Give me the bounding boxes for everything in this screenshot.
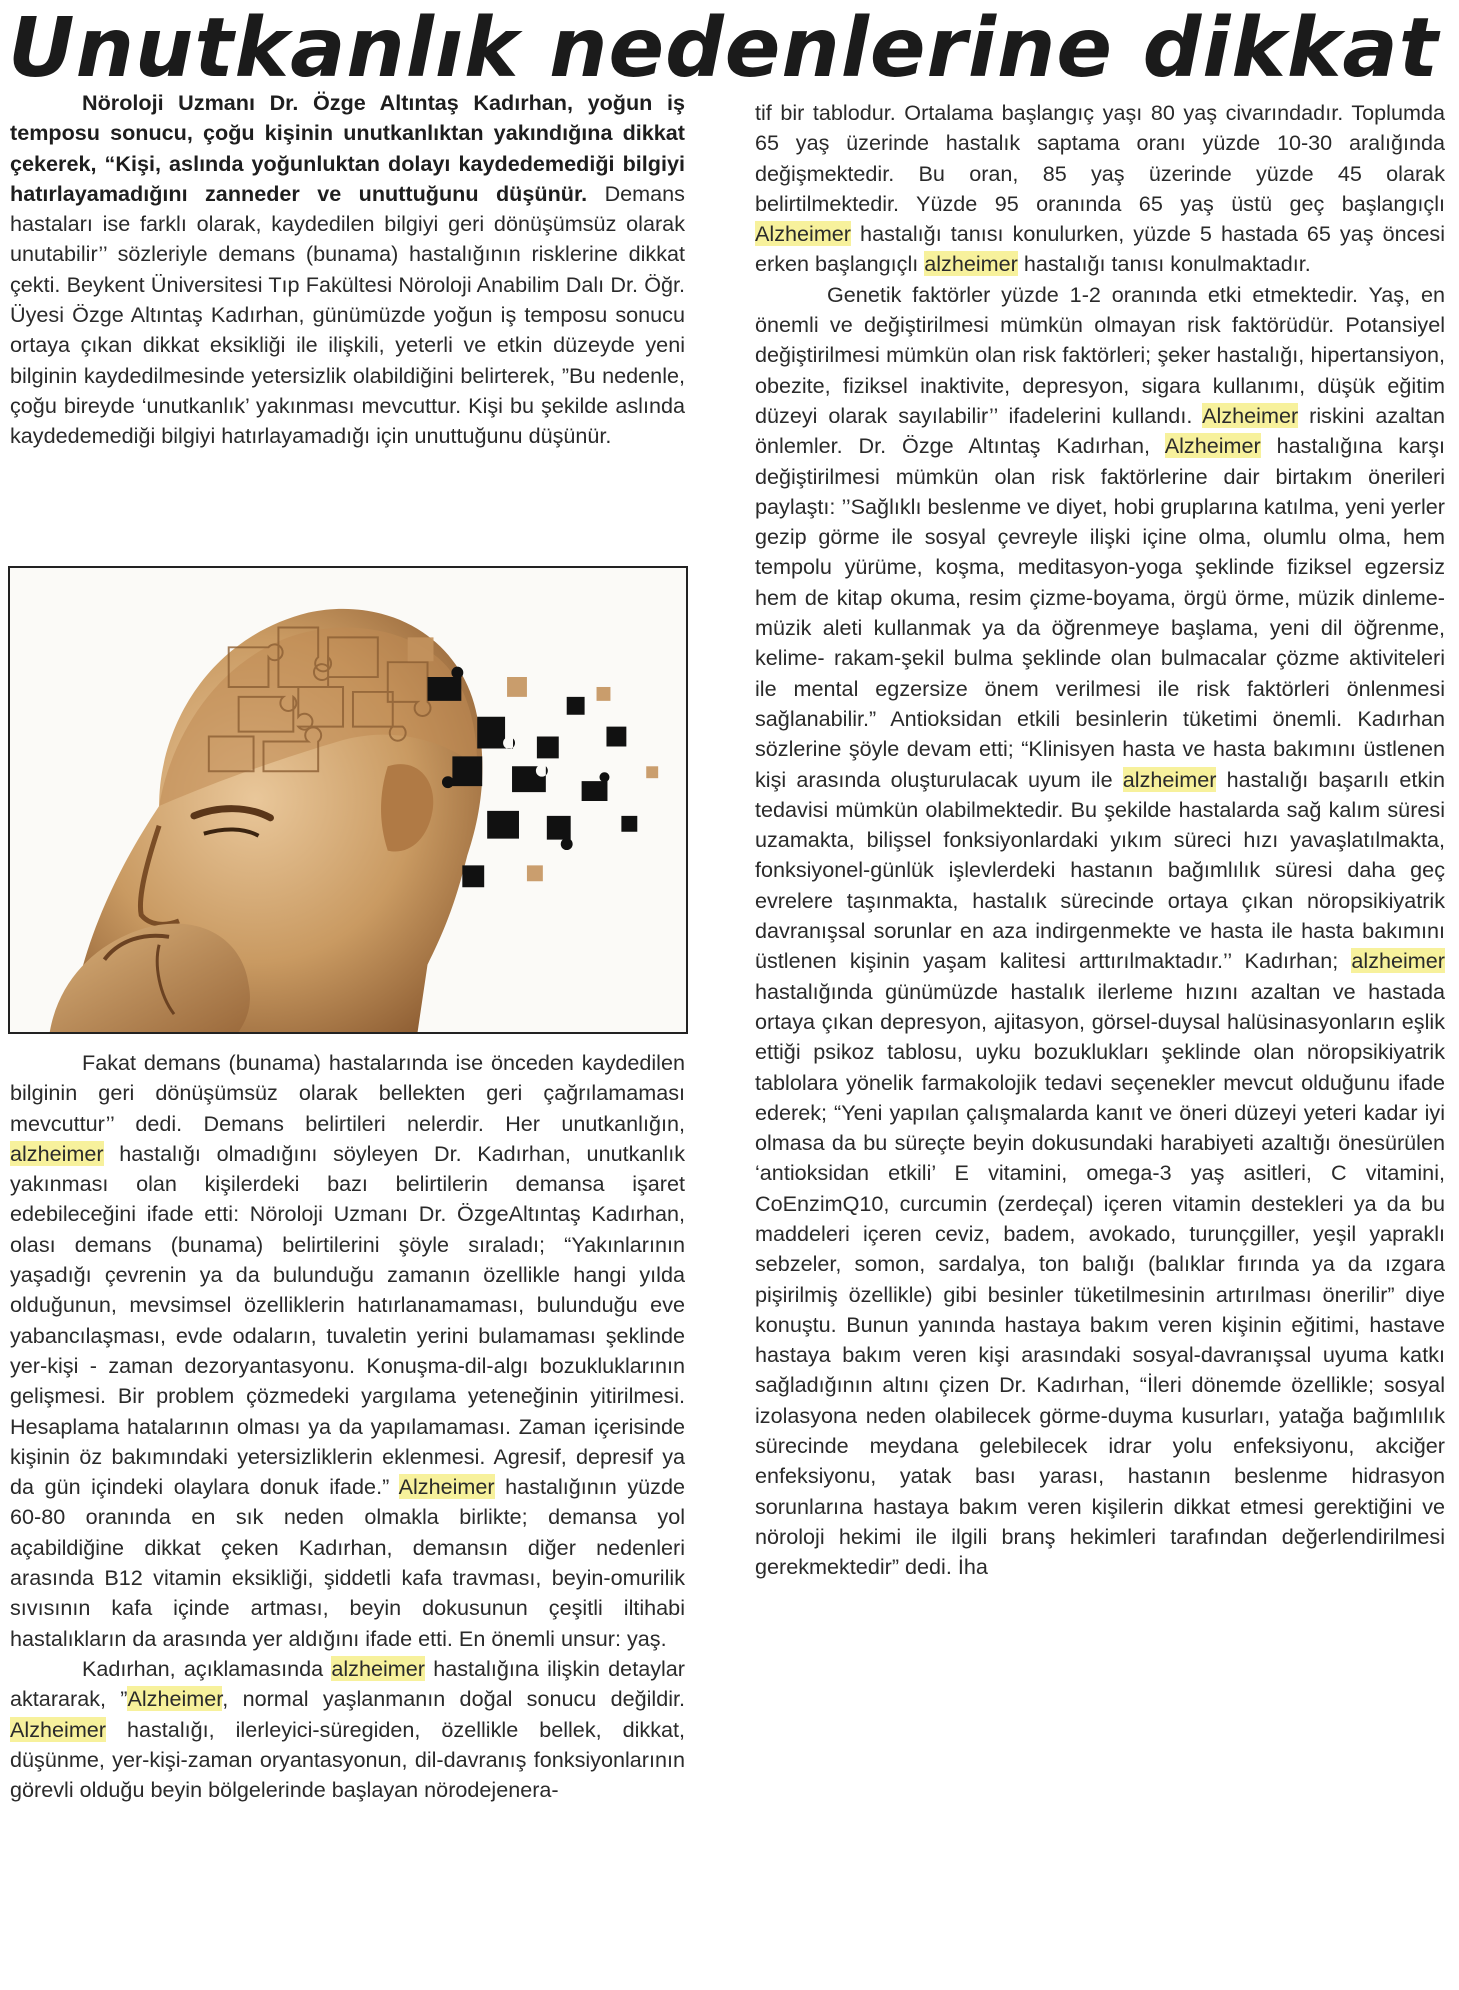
highlight-alzheimer: Alzheimer (1202, 402, 1299, 428)
intro-paragraph (10, 88, 685, 452)
highlight-alzheimer: alzheimer (924, 251, 1018, 277)
highlight-alzheimer: Alzheimer (1164, 433, 1261, 459)
paragraph-details: Kadırhan, açıklamasında alzheimer hastalığına ilişkin detaylar aktararak, ”Alzheimer, normal yaşlanmanın doğal sonucu değildir. Alzheimer hastalığı, ilerleyici-süregiden, özellikle bellek, dikkat, düşünme, yer-kişi-zaman oryantasyonun, dil-davranış fonksiyonlarının görevli olduğu beyin bölgelerinde başlayan nörodejenera- (10, 1655, 685, 1803)
puzzle-head-illustration (10, 568, 686, 1032)
headline: Unutkanlık nedenlerine dikkat (8, 1, 1439, 96)
article-photo (8, 566, 688, 1034)
highlight-alzheimer: alzheimer (10, 1140, 104, 1166)
highlight-alzheimer: Alzheimer (755, 221, 852, 247)
paragraph-risk-factors: Genetik faktörler yüzde 1-2 oranında etki etmektedir. Yaş, en önemli ve değiştirilmesi mümkün olmayan risk faktörüdür. Potansiyel değiştirilmesi mümkün olan risk faktörleri; şeker hastalığı, hipertansiyon, obezite, fiziksel inaktivite, depresyon, sigara kullanımı, düşük eğitim düzeyi olarak sayılabilir’’ ifadelerini kullandı. Alzheimer riskini azaltan önlemler. Dr. Özge Altıntaş Kadırhan, Alzheimer hastalığına karşı değiştirilmesi mümkün olan risk faktörlerine dair birtakım önerileri paylaştı: ’’Sağlıklı beslenme ve diyet, hobi gruplarına katılma, yeni yerler gezip görme ile sosyal çevreyle ilişki içine olma, olumlu olma, hem tempolu yürüme, koşma, meditasyon-yoga şeklinde fiziksel egzersiz hem de kitap okuma, resim çizme-boyama, örgü örme, müzik dinleme-müzik aleti kullanmak ya da öğrenmeye başlama, yeni dil öğrenme, kelime- rakam-şekil bulma şeklinde olan bulmacalar çözme aktiviteleri ile mental egzersize önem verilmesi ile risk faktörleri önlenmesi sağlanabilir.” Antioksidan etkili besinlerin tüketimi önemli. Kadırhan sözlerine şöyle devam etti; “Klinisyen hasta ve hasta bakımını üstlenen kişi arasında oluşturulacak uyum ile alzheimer hastalığı başarılı etkin tedavisi mümkün olabilmektedir. Bu şekilde hastalarda sağ kalım süresi uzamakta, bilişsel fonksiyonlardaki yıkım süreci hızı yavaşlatılmakta, fonksiyonel-günlük işlevlerdeki hastanın bağımlılık süresi daha geç evrelere taşınmakta, hastalık sürecinde ortaya çıkan nöropsikiyatrik davranışsal sorunlar en aza indirgenmekte ve hasta ile hasta bakımını üstlenen kişinin yaşam kalitesi arttırılmaktadır.’’ Kadırhan; alzheimer hastalığında günümüzde hastalık ilerleme hızını azaltan ve hastada ortaya çıkan depresyon, ajitasyon, görsel-duysal halüsinasyonların eşlik ettiği psikoz tablosu, uyku bozuklukları şeklinde olan nöropsikiyatrik tablolara yönelik farmakolojik tedavi seçenekler mevcut olduğunu ifade ederek; “Yeni yapılan çalışmalarda kanıt ve öneri düzeyi yeteri kadar iyi olmasa da bu süreçte beyin dokusundaki harabiyeti azaltığı önesürülen ‘antioksidan etkili’ E vitamini, omega-3 yaş asitleri, C vitamini, CoEnzimQ10, curcumin (zerdeçal) içeren vitamin destekleri ya da bu maddeleri içeren ceviz, badem, avokado, turunçgiller, yeşil yapraklı sebzeler, somon, sardalya, ton balığı (balıklar fırında ya da ızgara pişirilmiş özellikle) gibi besinler tüketilmesinin artırılması önerilir” diye konuştu. Bunun yanında hastaya bakım veren kişinin eğitimi, hastave hastaya bakım veren kişi arasındaki sosyal-davranışsal uyuma katkı sağladığının altını çizen Dr. Kadırhan, “İleri dönemde özellikle; sosyal izolasyona neden olabilecek görme-duyma kusurları, yatağa bağımlılık sürecinde meydana gelebilecek idrar yolu enfeksiyonu, akciğer enfeksiyonu, yatak bası yarası, hastanın beslenme hidrasyon sorunlarına hastaya bakım veren kişilerin dikkat etmesi gerektiğini ve nöroloji hekimi ile ilgili branş hekimleri tarafından değerlendirilmesi gerekmektedir” dedi. İha (755, 281, 1445, 1580)
highlight-alzheimer: alzheimer (1122, 766, 1217, 792)
lead-sentence: Nöroloji Uzmanı Dr. Özge Altıntaş Kadırhan, yoğun iş temposu sonucu, çoğu kişinin unutkanlıktan yakındığına dikkat çekerek, “Kişi, aslında yoğunluktan dolayı kaydedemediği bilgiyi hatırlayamadığını zanneder ve unuttuğunu düşünür. (10, 90, 685, 206)
highlight-alzheimer: alzheimer (331, 1655, 425, 1681)
right-column (755, 98, 1445, 1583)
paragraph-statistics: tif bir tablodur. Ortalama başlangıç yaşı 80 yaş civarındadır. Toplumda 65 yaş üzerinde hastalık saptama oranı yüzde 10-30 aralığında değişmektedir. Bu oran, 85 yaş üzerinde yüzde 45 olarak belirtilmektedir. Yüzde 95 oranında 65 yaş üstü geç başlangıçlı Alzheimer hastalığı tanısı konulurken, yüzde 5 hastada 65 yaş öncesi erken başlangıçlı alzheimer hastalığı tanısı konulmaktadır. (755, 100, 1445, 277)
intro-body: Demans hastaları ise farklı olarak, kaydedilen bilgiyi geri dönüşümsüz olarak unutabilir’’ sözleriyle demans (bunama) hastalığının risklerine dikkat çekti. Beykent Üniversitesi Tıp Fakültesi Nöroloji Anabilim Dalı Dr. Öğr. Üyesi Özge Altıntaş Kadırhan, günümüzde yoğun iş temposu sonucu ortaya çıkan dikkat eksikliği ile ilişkili, yeterli ve etkin düzeyde yeni bilginin kaydedilmesinde yetersizlik olabildiğini belirterek, ”Bu nedenle, çoğu bireyde ‘unutkanlık’ yakınması mevcuttur. Kişi bu şekilde aslında kaydedemediği bilgiyi hatırlayamadığı için unuttuğunu düşünür. (10, 180, 685, 449)
left-column-top (10, 88, 685, 452)
highlight-alzheimer: Alzheimer (398, 1474, 495, 1500)
highlight-alzheimer: alzheimer (1351, 948, 1445, 974)
left-column-bottom (10, 1048, 685, 1805)
highlight-alzheimer: Alzheimer (10, 1716, 107, 1742)
paragraph-symptoms: Fakat demans (bunama) hastalarında ise önceden kaydedilen bilginin geri dönüşümsüz olarak bellekten geri çağrılamaması mevcuttur’’ dedi. Demans belirtileri nelerdir. Her unutkanlığın, alzheimer hastalığı olmadığını söyleyen Dr. Kadırhan, unutkanlık yakınması olan kişilerdeki bazı belirtilerin demansa işaret edebileceğini ifade etti: Nöroloji Uzmanı Dr. ÖzgeAltıntaş Kadırhan, olası demans (bunama) belirtilerini şöyle sıraladı; “Yakınlarının yaşadığı çevrenin ya da bulunduğu zamanın özellikle hangi yılda olduğunun, mevsimsel özelliklerin hatırlanamaması, bulunduğu eve yabancılaşması, evde odaların, tuvaletin yerini bulamaması şeklinde yer-kişi - zaman dezoryantasyonu. Konuşma-dil-algı bozukluklarının gelişmesi. Bir problem çözmedeki yargılama yeteneğinin yitirilmesi. Hesaplama hatalarının olması ya da yapılamaması. Zaman içerisinde kişinin öz bakımındaki yetersizliklerin eklenmesi. Agresif, depresif ya da gün içindeki olaylara donuk ifade.” Alzheimer hastalığının yüzde 60-80 oranında en sık neden olmakla birlikte; demansa yol açabildiğine dikkat çeken Kadırhan, demansın diğer nedenleri arasında B12 vitamin eksikliği, şiddetli kafa travması, beyin-omurilik sıvısının kafa içinde artması, beyin dokusunun çeşitli iltihabi hastalıkların da arasında yer aldığını ifade etti. En önemli unsur: yaş. (10, 1050, 685, 1651)
highlight-alzheimer: Alzheimer (127, 1686, 223, 1712)
